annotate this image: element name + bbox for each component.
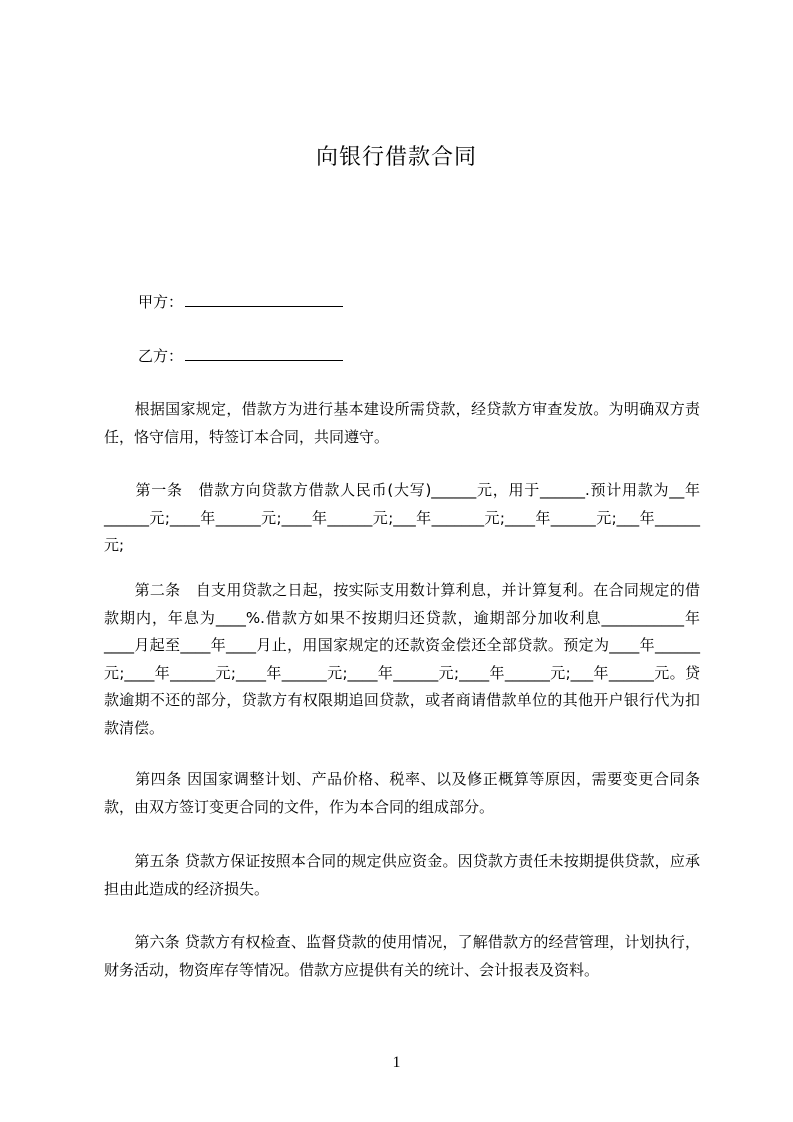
party-b-blank-line [185, 346, 343, 361]
party-b-label: 乙方： [138, 347, 184, 365]
article-2-text: 第二条 自支用贷款之日起，按实际支用数计算利息，并计算复利。在合同规定的借款期内，年息为____%.借款方如果不按期归还贷款，逾期部分加收利息___________年____月起至____年____月止，用国家规定的还款资金偿还全部贷款。预定为____年______元;____年______元;____年______元;____年______元;____年______元;___年______元。贷款逾期不还的部分，贷款方有权限期追回贷款，或者商请借款单位的其他开户银行代为扣款清偿。 [104, 581, 700, 737]
article-2-paragraph [104, 577, 700, 743]
party-a-label: 甲方： [138, 293, 184, 311]
preamble-text: 根据国家规定，借款方为进行基本建设所需贷款，经贷款方审查发放。为明确双方责任，恪守信用，特签订本合同，共同遵守。 [104, 400, 700, 446]
article-5-text: 第五条 贷款方保证按照本合同的规定供应资金。因贷款方责任未按期提供贷款，应承担由此造成的经济损失。 [104, 852, 700, 898]
article-6-paragraph [104, 929, 700, 984]
article-1-paragraph [104, 477, 700, 560]
page-number: 1 [392, 1054, 401, 1071]
article-4-paragraph [104, 766, 700, 821]
party-a-blank-line [185, 292, 343, 307]
party-b-field [138, 345, 343, 366]
preamble-paragraph [104, 396, 700, 451]
article-1-text: 第一条 借款方向贷款方借款人民币(大写)______元，用于______.预计用款为__年______元;____年______元;____年______元;___年_______元;____年______元;___年______元; [104, 481, 700, 555]
party-a-field [138, 291, 343, 312]
article-5-paragraph [104, 848, 700, 903]
document-title: 向银行借款合同 [315, 145, 477, 170]
article-6-text: 第六条 贷款方有权检查、监督贷款的使用情况，了解借款方的经营管理，计划执行，财务活动，物资库存等情况。借款方应提供有关的统计、会计报表及资料。 [104, 933, 700, 979]
article-4-text: 第四条 因国家调整计划、产品价格、税率、以及修正概算等原因，需要变更合同条款，由双方签订变更合同的文件，作为本合同的组成部分。 [104, 770, 700, 816]
